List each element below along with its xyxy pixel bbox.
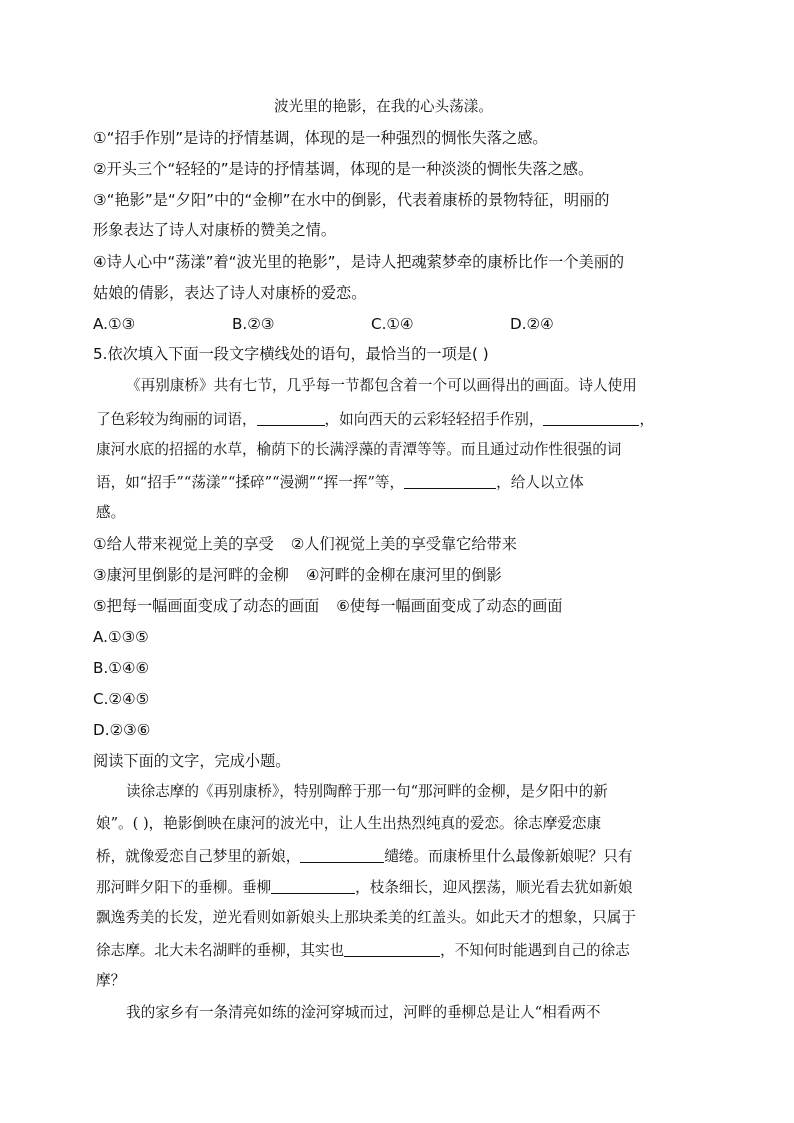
- question-5-stem: 5.依次填入下面一段文字横线处的语句，最恰当的一项是( ): [93, 345, 489, 363]
- fill-blank: [404, 472, 496, 489]
- statement-3-line2: 形象表达了诗人对康桥的赞美之情。: [93, 221, 336, 239]
- fill-blank: [543, 409, 639, 426]
- reading-line6: [96, 940, 630, 961]
- statement-3-line1: ③“艳影”是“夕阳”中的“金柳”在水中的倒影，代表着康桥的景物特征，明丽的: [93, 191, 610, 209]
- fill-blank: [257, 409, 325, 426]
- q5-option-d[interactable]: D.②③⑥: [93, 721, 151, 739]
- reading-line7: 摩？: [96, 972, 126, 989]
- q5-passage-line3: 康河水底的招摇的水草，榆荫下的长满浮藻的青潭等等。而且通过动作性很强的词: [96, 441, 622, 458]
- statement-4-line2: 姑娘的倩影，表达了诗人对康桥的爱恋。: [93, 284, 367, 302]
- reading-line8: 我的家乡有一条清亮如练的淦河穿城而过，河畔的垂柳总是让人“相看两不: [126, 1004, 601, 1021]
- reading-line1: 读徐志摩的《再别康桥》，特别陶醉于那一句“那河畔的金柳，是夕阳中的新: [126, 783, 608, 800]
- reading-text: 那河畔夕阳下的垂柳。垂柳: [96, 879, 272, 896]
- q5-passage-text: 了色彩较为绚丽的词语，: [96, 411, 257, 428]
- q5-passage-line2: [96, 409, 654, 430]
- fill-blank: [271, 877, 355, 894]
- q4-option-b[interactable]: B.②③: [232, 315, 275, 333]
- statement-1: ①“招手作别”是诗的抒情基调，体现的是一种强烈的惆怅失落之感。: [93, 129, 548, 147]
- poem-line: 波光里的艳影，在我的心头荡漾。: [274, 98, 493, 115]
- q4-option-a[interactable]: A.①③: [93, 315, 136, 333]
- q5-option-c[interactable]: C.②④⑤: [93, 690, 150, 708]
- reading-text: ，枝条细长，迎风摆荡，顺光看去犹如新娘: [355, 879, 633, 896]
- statement-2: ②开头三个“轻轻的”是诗的抒情基调，体现的是一种淡淡的惆怅失落之感。: [93, 160, 594, 178]
- reading-line4: [96, 877, 632, 898]
- q5-passage-line5: 感。: [96, 504, 126, 521]
- q5-passage-text: ，给人以立体: [496, 474, 584, 491]
- reading-text: 缱绻。而康桥里什么最像新娘呢？只有: [384, 848, 633, 865]
- reading-text: 徐志摩。北大未名湖畔的垂柳，其实也: [96, 942, 345, 959]
- q5-passage-line4: [96, 472, 584, 493]
- q5-passage-text: ，如向西天的云彩轻轻招手作别，: [324, 411, 544, 428]
- reading-line2: 娘”。( )，艳影倒映在康河的波光中，让人生出热烈纯真的爱恋。徐志摩爱恋康: [96, 815, 602, 832]
- reading-text: ，不知何时能遇到自己的徐志: [440, 942, 630, 959]
- choice-6: ⑥使每一幅画面变成了动态的画面: [336, 597, 563, 615]
- choice-4: ④河畔的金柳在康河里的倒影: [305, 566, 502, 584]
- statement-4-line1: ④诗人心中“荡漾”着“波光里的艳影”，是诗人把魂萦梦牵的康桥比作一个美丽的: [93, 253, 625, 271]
- choice-3: ③康河里倒影的是河畔的金柳: [93, 566, 289, 584]
- choice-row-2: [93, 565, 502, 585]
- q5-passage-text: ，: [639, 411, 655, 428]
- reading-text: 桥，就像爱恋自己梦里的新娘，: [96, 848, 301, 865]
- q4-option-d[interactable]: D.②④: [510, 315, 554, 333]
- choice-5: ⑤把每一幅画面变成了动态的画面: [93, 597, 320, 615]
- q5-passage-line1: 《再别康桥》共有七节，几乎每一节都包含着一个可以画得出的画面。诗人使用: [126, 377, 637, 394]
- q5-option-b[interactable]: B.①④⑥: [93, 659, 150, 677]
- choice-1: ①给人带来视觉上美的享受: [93, 535, 274, 553]
- q5-option-a[interactable]: A.①③⑤: [93, 628, 149, 646]
- fill-blank: [300, 846, 384, 863]
- choice-row-1: [93, 534, 517, 554]
- choice-2: ②人们视觉上美的享受靠它给带来: [290, 535, 517, 553]
- q4-option-c[interactable]: C.①④: [371, 315, 414, 333]
- fill-blank: [344, 940, 440, 957]
- reading-line5: 飘逸秀美的长发，逆光看则如新娘头上那块柔美的红盖头。如此天才的想象，只属于: [96, 909, 636, 926]
- q5-passage-text: 语，如“招手”“荡漾”“揉碎”“漫溯”“挥一挥”等，: [96, 474, 405, 491]
- reading-line3: [96, 846, 632, 867]
- reading-intro: 阅读下面的文字，完成小题。: [93, 752, 291, 770]
- choice-row-3: [93, 596, 563, 616]
